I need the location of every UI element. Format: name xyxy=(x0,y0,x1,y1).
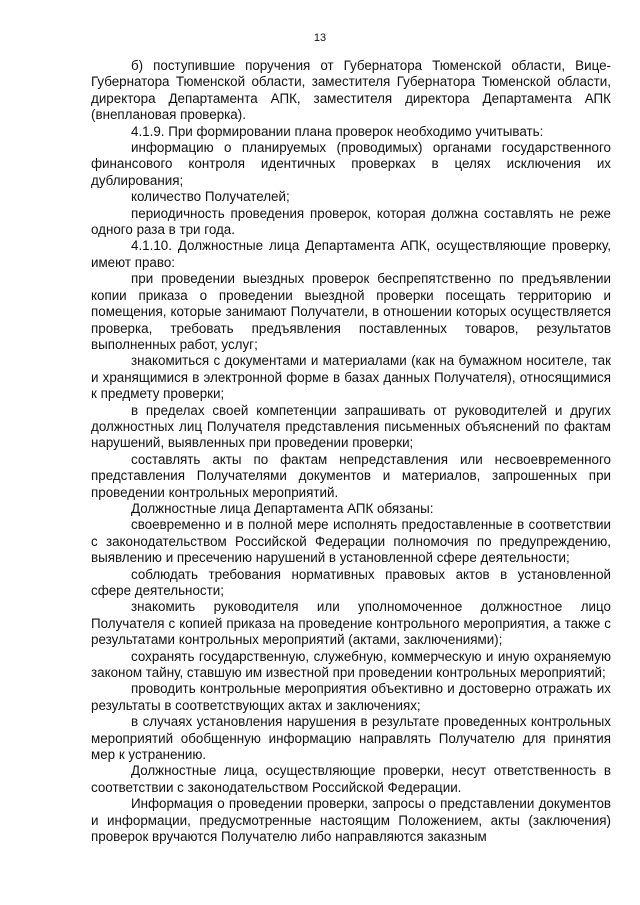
paragraph: сохранять государственную, служебную, коммерческую и иную охраняемую законом тайну, ставшую им известной при проведении контрольных мероприятий; xyxy=(91,648,611,681)
paragraph: 4.1.10. Должностные лица Департамента АПК, осуществляющие проверку, имеют право: xyxy=(91,238,611,270)
paragraph: количество Получателей; xyxy=(131,189,290,205)
paragraph: в случаях установления нарушения в результате проведенных контрольных мероприятий обобщенную информацию направлять Получателю для принятия мер к устранению. xyxy=(91,714,611,763)
paragraph: проводить контрольные мероприятия объективно и достоверно отражать их результаты в соответствующих актах и заключениях; xyxy=(91,681,611,713)
paragraph: Информация о проведении проверки, запросы о представлении документов и информации, предусмотренные настоящим Положением, акты (заключения) проверок вручаются Получателю либо направляются заказным xyxy=(91,796,611,845)
paragraph: Должностные лица Департамента АПК обязаны: xyxy=(131,500,434,516)
paragraph: в пределах своей компетенции запрашивать от руководителей и других должностных лиц Получателя представления письменных объяснений по фактам нарушений, выявленных при проведении проверки; xyxy=(91,402,611,451)
paragraph: Должностные лица, осуществляющие проверки, несут ответственность в соответствии с законодательством Российской Федерации. xyxy=(91,763,611,795)
paragraph: периодичность проведения проверок, которая должна составлять не реже одного раза в три года. xyxy=(91,205,611,238)
paragraph: знакомить руководителя или уполномоченное должностное лицо Получателя с копией приказа на проведение контрольного мероприятия, а также с результатами контрольных мероприятий (актами, заключениями); xyxy=(91,599,611,648)
paragraph: 4.1.9. При формировании плана проверок необходимо учитывать: xyxy=(131,123,544,139)
paragraph: б) поступившие поручения от Губернатора Тюменской области, Вице-Губернатора Тюменской области, заместителя Губернатора Тюменской области, директора Департамента АПК, заместителя директора Департамента АПК (внеплановая проверка). xyxy=(91,58,611,123)
paragraph: соблюдать требования нормативных правовых актов в установленной сфере деятельности; xyxy=(91,566,611,598)
paragraph: составлять акты по фактам непредставления или несвоевременного представления Получателями документов и материалов, запрошенных при проведении контрольных мероприятий. xyxy=(91,451,611,500)
paragraph: информацию о планируемых (проводимых) органами государственного финансового контроля идентичных проверках в целях исключения их дублирования; xyxy=(91,140,611,188)
paragraph: своевременно и в полной мере исполнять предоставленные в соответствии с законодательством Российской Федерации полномочия по предупреждению, выявлению и пресечению нарушений в установленной сфере деятельности; xyxy=(91,517,611,566)
paragraph: знакомиться с документами и материалами (как на бумажном носителе, так и хранящимися в электронной форме в базах данных Получателя), относящимися к предмету проверки; xyxy=(91,353,611,402)
paragraph: при проведении выездных проверок беспрепятственно по предъявлении копии приказа о проведении выездной проверки посещать территорию и помещения, которые занимают Получатели, в отношении которых осуществляется проверка, требовать предъявления поставленных товаров, результатов выполненных работ, услуг; xyxy=(91,271,611,352)
page-number: 13 xyxy=(313,32,327,44)
document-body xyxy=(91,58,611,846)
